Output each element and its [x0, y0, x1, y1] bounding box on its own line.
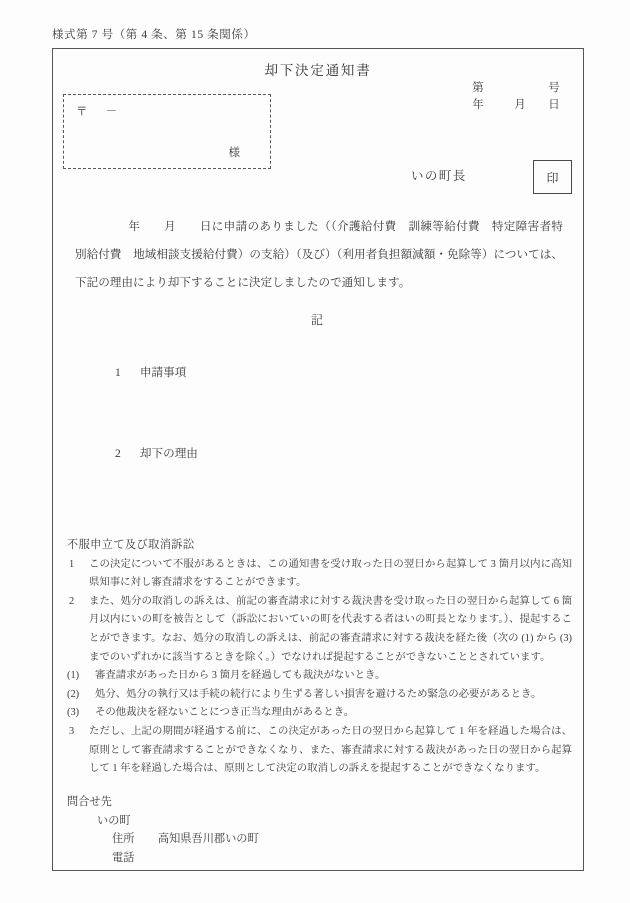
- date-month-label: 月: [514, 99, 526, 111]
- appeal-notice-entry-marker: (1): [67, 670, 80, 682]
- section-item-2: [115, 445, 198, 461]
- ki-mark: 記: [310, 313, 325, 327]
- appeal-notice-entry-text: その他裁決を経ないことにつき正当な理由があるとき。: [95, 707, 355, 719]
- postal-mark-icon: 〒: [76, 106, 88, 118]
- appeal-notice-entry: [67, 667, 572, 686]
- addressee-honorific: 様: [228, 147, 240, 159]
- contact-block: [67, 793, 259, 867]
- section-item-1: [115, 364, 186, 380]
- appeal-notice-entry-text: 審査請求があった日から 3 箇月を経過しても裁決がないとき。: [95, 670, 386, 682]
- document-number-row: [455, 80, 569, 97]
- section-item-1-label: 申請事項: [139, 366, 187, 379]
- seal-label: 印: [546, 170, 559, 185]
- number-blank: [501, 80, 539, 97]
- postal-code-dash: －: [105, 106, 118, 118]
- contact-organization: いの町: [97, 814, 131, 827]
- contact-address-line: [112, 830, 259, 849]
- document-date-row: [455, 97, 569, 114]
- date-year-label: 年: [472, 99, 484, 111]
- body-paragraph: 年 月 日に申請のありました（（介護給付費 訓練等給付費 特定障害者特別給付費 地域相談支援給付費）の支給）（及び）（利用者負担額減額・免除等）については、下記の理由により却下することに決定しましたので通知します。: [75, 220, 563, 289]
- postal-code-line: [76, 103, 132, 119]
- appeal-notice-entry: [67, 723, 572, 779]
- contact-address-value: 高知県吾川郡いの町: [157, 833, 259, 845]
- section-item-2-number: 2: [115, 447, 121, 460]
- contact-phone-line: [112, 849, 259, 868]
- form-number-label: 様式第 7 号（第 4 条、第 15 条関係）: [52, 29, 256, 41]
- appeal-notice-entry-marker: (3): [67, 707, 80, 719]
- appeal-notice-entry: [67, 686, 572, 705]
- section-item-2-label: 却下の理由: [139, 447, 198, 460]
- appeal-notice-entry-text: ただし、上記の期間が経過する前に、この決定があった日の翌日から起算して 1 年を経過した場合は、原則として審査請求することができなくなり、また、審査請求に対する裁決があった日の翌日から起算して 1 年を経過した場合は、原則として決定の取消しの訴えを提起することができなくなります。: [89, 725, 572, 775]
- issuer-name: いの町長: [411, 169, 467, 183]
- number-prefix-label: 第: [472, 82, 484, 94]
- appeal-notice-block: [67, 536, 572, 779]
- appeal-notice-entry-text: この決定について不服があるときは、この通知書を受け取った日の翌日から起算して 3 箇月以内に高知県知事に対し審査請求をすることができます。: [89, 558, 572, 589]
- number-suffix-label: 号: [548, 82, 560, 94]
- appeal-notice-entry: [67, 593, 572, 667]
- contact-phone-label: 電話: [112, 851, 135, 864]
- number-and-date-block: [455, 80, 569, 114]
- document-frame: [52, 48, 584, 871]
- appeal-notice-entry-marker: 1: [69, 558, 75, 570]
- section-item-1-number: 1: [115, 366, 121, 379]
- appeal-notice-heading: 不服申立て及び取消訴訟: [67, 539, 195, 551]
- appeal-notice-entry: [67, 704, 572, 723]
- appeal-notice-entry-marker: 2: [69, 595, 75, 607]
- seal-box: [533, 160, 572, 194]
- appeal-notice-entry-marker: (2): [67, 688, 80, 700]
- document-title: 却下決定通知書: [264, 63, 372, 78]
- date-day-label: 日: [548, 99, 560, 111]
- contact-address-label: 住所: [112, 833, 135, 845]
- appeal-notice-entry: [67, 556, 572, 593]
- addressee-box[interactable]: [63, 94, 271, 169]
- appeal-notice-entry-text: また、処分の取消しの訴えは、前記の審査請求に対する裁決書を受け取った日の翌日から起算して 6 箇月以内にいの町を被告として（訴訟においていの町を代表する者はいの町長となります。）、提起することができます。なお、処分の取消しの訴えは、前記の審査請求に対する裁決を経た後（次の (1) から (3) までのいずれかに該当するときを除く。）でなければ提起することができないこととされています。: [89, 595, 572, 663]
- appeal-notice-entry-marker: 3: [69, 725, 75, 737]
- contact-heading: 問合せ先: [67, 796, 112, 808]
- appeal-notice-entry-text: 処分、処分の執行又は手続の続行により生ずる著しい損害を避けるため緊急の必要があるとき。: [95, 688, 542, 700]
